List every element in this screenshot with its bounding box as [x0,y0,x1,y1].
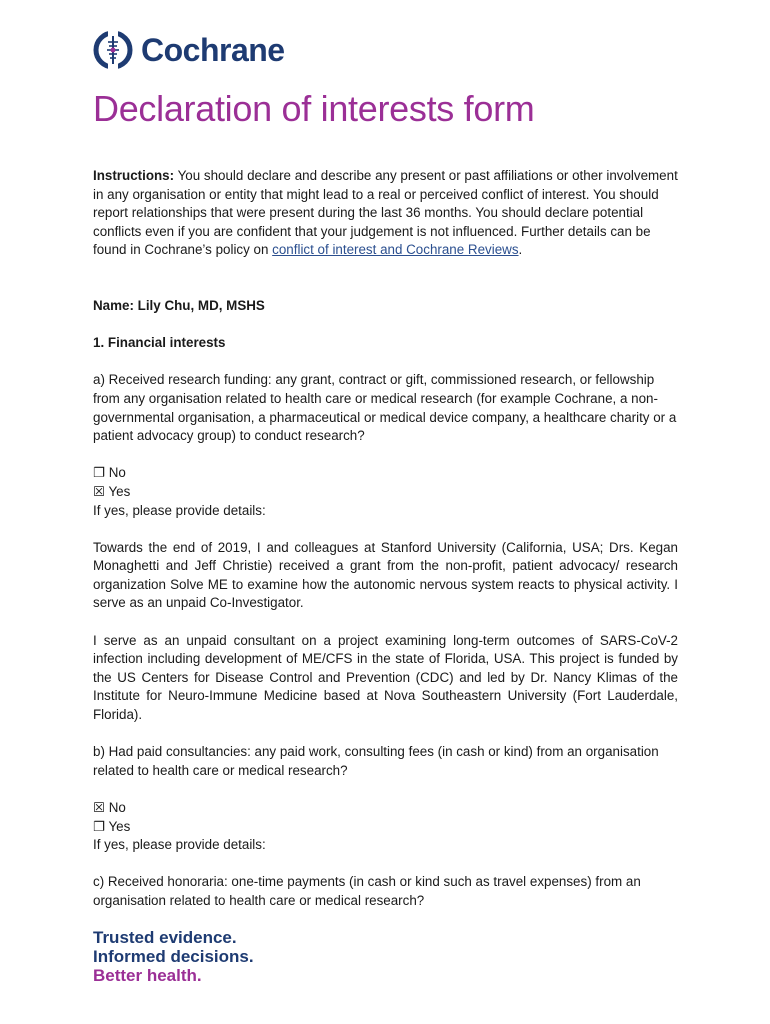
detail-paragraph-1: Towards the end of 2019, I and colleagues at Stanford University (California, USA; Drs. Kegan Monaghetti and Jeff Christie) received a grant from the non-profit, patient advocacy/ research organization Solve ME to examine how the autonomic nervous system reacts to physical activity. I serve as an unpaid Co-Investigator. [93,539,678,611]
detail-paragraph-2: I serve as an unpaid consultant on a project examining long-term outcomes of SARS-CoV-2 infection including development of ME/CFS in the state of Florida, USA. This project is funded by the US Centers for Disease Control and Prevention (CDC) and led by Dr. Nancy Klimas of the Institute for Neuro-Immune Medicine based at Nova Southeastern University (Fort Lauderdale, Florida). [93,632,678,723]
checkbox-a-yes: ☒ Yes [93,483,131,499]
instructions-label: Instructions: [93,168,175,183]
question-b: b) Had paid consultancies: any paid work, consulting fees (in cash or kind) from an organisation related to health care or medical research? [93,744,659,778]
instructions-text: You should declare and describe any present or past affiliations or other involvement in any organisation or entity that might lead to a real or perceived conflict of interest. You should report relationships that were present during the last 36 months. You should declare potential conflicts even if you are confident that your judgement is not influenced. Further details can be found in Cochrane’s policy on [93,168,678,258]
declarant-name [93,297,678,316]
section-heading [93,334,678,353]
brand-name: Cochrane [141,31,285,68]
declarant-name-text: Name: Lily Chu, MD, MSHS [93,297,265,313]
form-body [93,167,678,911]
tagline-line-3: Better health. [93,966,202,985]
checkbox-b-yes: ❐ Yes [93,818,131,834]
page-title: Declaration of interests form [93,88,535,129]
question-a: a) Received research funding: any grant, contract or gift, commissioned research, or fellowship from any organisation related to health care or medical research (for example Cochrane, a non-governmental organisation, a pharmaceutical or medical device company, a healthcare charity or a patient advocacy group) to conduct research? [93,372,677,444]
cochrane-logo-icon [93,30,133,70]
tagline-line-1: Trusted evidence. [93,928,237,947]
checkbox-b-no: ☒ No [93,800,126,815]
cochrane-logo [93,30,285,70]
details-prompt-b: If yes, please provide details: [93,837,266,853]
checkbox-a-no: ❐ No [93,465,126,481]
instructions-end: . [518,242,523,258]
tagline-line-2: Informed decisions. [93,947,254,966]
question-c: c) Received honoraria: one-time payments (in cash or kind such as travel expenses) from an organisation related to health care or medical research? [93,874,641,908]
details-prompt-a: If yes, please provide details: [93,502,266,518]
conflict-policy-link[interactable]: conflict of interest and Cochrane Reviews [272,242,519,258]
instructions-paragraph [93,167,678,260]
tagline [93,928,254,985]
section-heading-text: 1. Financial interests [93,335,226,351]
